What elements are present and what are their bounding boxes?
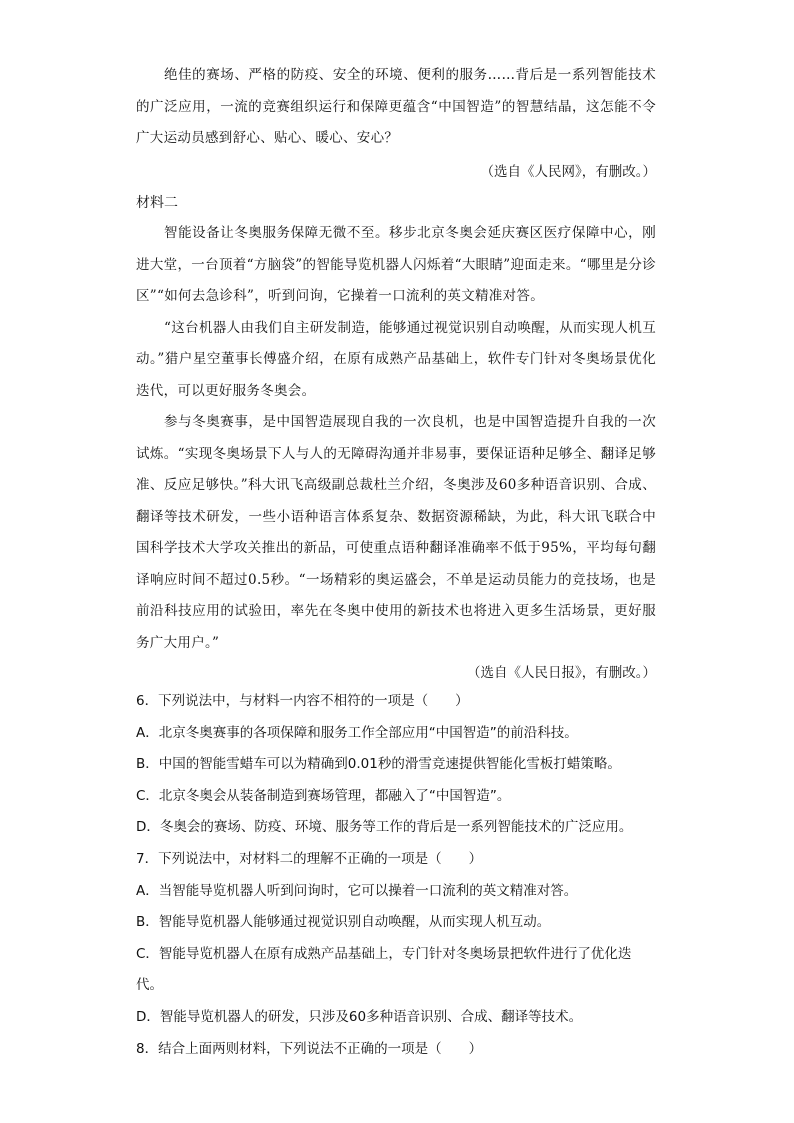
question-7-option-a: A．当智能导览机器人听到问询时，它可以操着一口流利的英文精准对答。 bbox=[136, 882, 578, 899]
material-two-heading: 材料二 bbox=[136, 195, 178, 211]
question-6-option-c: C．北京冬奥会从装备制造到赛场管理，都融入了“中国智造”。 bbox=[136, 787, 511, 804]
question-6-stem: 6．下列说法中，与材料一内容不相符的一项是（ ） bbox=[136, 693, 469, 709]
question-6-option-b: B．中国的智能雪蜡车可以为精确到0.01秒的滑雪竞速提供智能化雪板打蜡策略。 bbox=[136, 756, 621, 773]
question-7-option-c: C．智能导览机器人在原有成熟产品基础上，专门针对冬奥场景把软件进行了优化迭代。 bbox=[136, 945, 632, 994]
material-two-paragraph: 智能设备让冬奥服务保障无微不至。移步北京冬奥会延庆赛区医疗保障中心，刚进大堂，一台顶着“方脑袋”的智能导览机器人闪烁着“大眼睛”迎面走来。“哪里是分诊区”“如何去急诊科”，听到问询，它操着一口流利的英文精准对答。 bbox=[136, 225, 656, 304]
question-6-option-d: D．冬奥会的赛场、防疫、环境、服务等工作的背后是一系列智能技术的广泛应用。 bbox=[136, 819, 633, 836]
material-two-body bbox=[136, 218, 656, 659]
question-7-option-d: D．智能导览机器人的研发，只涉及60多种语音识别、合成、翻译等技术。 bbox=[136, 1008, 583, 1025]
material-two-paragraph: 参与冬奥赛事，是中国智造展现自我的一次良机，也是中国智造提升自我的一次试炼。“实现冬奥场景下人与人的无障碍沟通并非易事，要保证语种足够全、翻译足够准、反应足够快。”科大讯飞高级副总裁杜兰介绍，冬奥涉及60多种语音识别、合成、翻译等技术研发，一些小语种语言体系复杂、数据资源稀缺，为此，科大讯飞联合中国科学技术大学攻关推出的新品，可使重点语种翻译准确率不低于95%，平均每句翻译响应时间不超过0.5秒。“一场精彩的奥运盛会，不单是运动员能力的竞技场，也是前沿科技应用的试验田，率先在冬奥中使用的新技术也将进入更多生活场景，更好服务广大用户。” bbox=[136, 414, 656, 651]
question-7-option-b: B．智能导览机器人能够通过视觉识别自动唤醒，从而实现人机互动。 bbox=[136, 914, 551, 931]
material-two-source: （选自《人民日报》，有删改。） bbox=[467, 665, 656, 681]
questions-section bbox=[136, 686, 658, 1065]
material-one-paragraph: 绝佳的赛场、严格的防疫、安全的环境、便利的服务……背后是一系列智能技术的广泛应用，一流的竞赛组织运行和保障更蕴含“中国智造”的智慧结晶，这怎能不令广大运动员感到舒心、贴心、暖心、安心？ bbox=[136, 67, 656, 146]
material-one-source: （选自《人民网》，有删改。） bbox=[480, 164, 656, 180]
material-two-paragraph: “这台机器人由我们自主研发制造，能够通过视觉识别自动唤醒，从而实现人机互动。”猎户星空董事长傅盛介绍，在原有成熟产品基础上，软件专门针对冬奥场景优化迭代，可以更好服务冬奥会。 bbox=[136, 319, 656, 399]
question-8-stem: 8．结合上面两则材料，下列说法不正确的一项是（ ） bbox=[136, 1040, 483, 1057]
question-6-option-a: A．北京冬奥赛事的各项保障和服务工作全部应用“中国智造”的前沿科技。 bbox=[136, 724, 578, 741]
material-one-tail bbox=[136, 60, 656, 155]
question-7-stem: 7．下列说法中，对材料二的理解不正确的一项是（ ） bbox=[136, 850, 483, 867]
